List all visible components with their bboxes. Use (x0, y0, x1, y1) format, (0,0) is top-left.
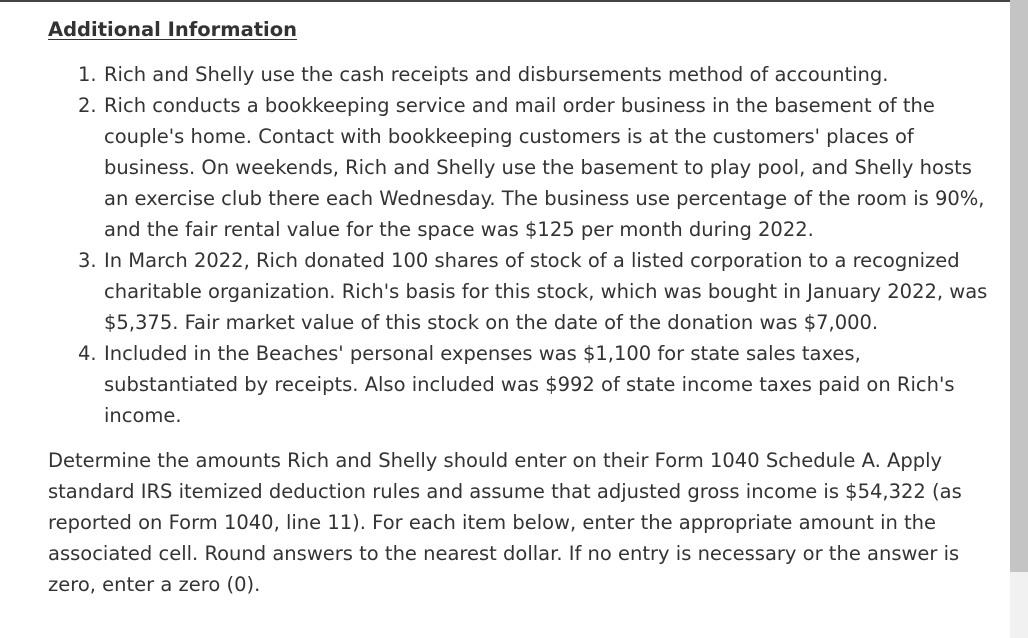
list-item (48, 59, 998, 90)
instructions-paragraph: Determine the amounts Rich and Shelly should enter on their Form 1040 Schedule A. Apply standard IRS itemized deduction rules and assume that adjusted gross income is $54,322 (as reported on Form 1040, line 11). For each item below, enter the appropriate amount in the associated cell. Round answers to the nearest dollar. If no entry is necessary or the answer is zero, enter a zero (0). (48, 449, 962, 596)
list-item-text: Rich and Shelly use the cash receipts and disbursements method of accounting. (104, 63, 889, 86)
list-item-text: Included in the Beaches' personal expenses was $1,100 for state sales taxes, substantiated by receipts. Also included was $992 of state income taxes paid on Rich's income. (104, 342, 955, 427)
top-divider (0, 0, 1010, 2)
scrollbar-thumb[interactable] (1010, 0, 1028, 572)
list-item (48, 338, 998, 431)
list-item (48, 245, 998, 338)
section-heading: Additional Information (48, 18, 298, 41)
list-item-text: In March 2022, Rich donated 100 shares of stock of a listed corporation to a recognized charitable organization. Rich's basis for this stock, which was bought in January 2022, was $5,375. Fair market value of this stock on the date of the donation was $7,000. (104, 249, 988, 334)
list-item-text: Rich conducts a bookkeeping service and mail order business in the basement of the couple's home. Contact with bookkeeping customers is at the customers' places of business. On weekends, Rich and Shelly use the basement to play pool, and Shelly hosts an exercise club there each Wednesday. The business use percentage of the room is 90%, and the fair rental value for the space was $125 per month during 2022. (104, 94, 985, 241)
list-item-number: 1. (78, 63, 97, 86)
main-content (48, 14, 998, 600)
list-item-number: 3. (78, 249, 97, 272)
additional-info-list (48, 59, 998, 431)
list-item-number: 2. (78, 94, 97, 117)
list-item (48, 90, 998, 245)
list-item-number: 4. (78, 342, 97, 365)
